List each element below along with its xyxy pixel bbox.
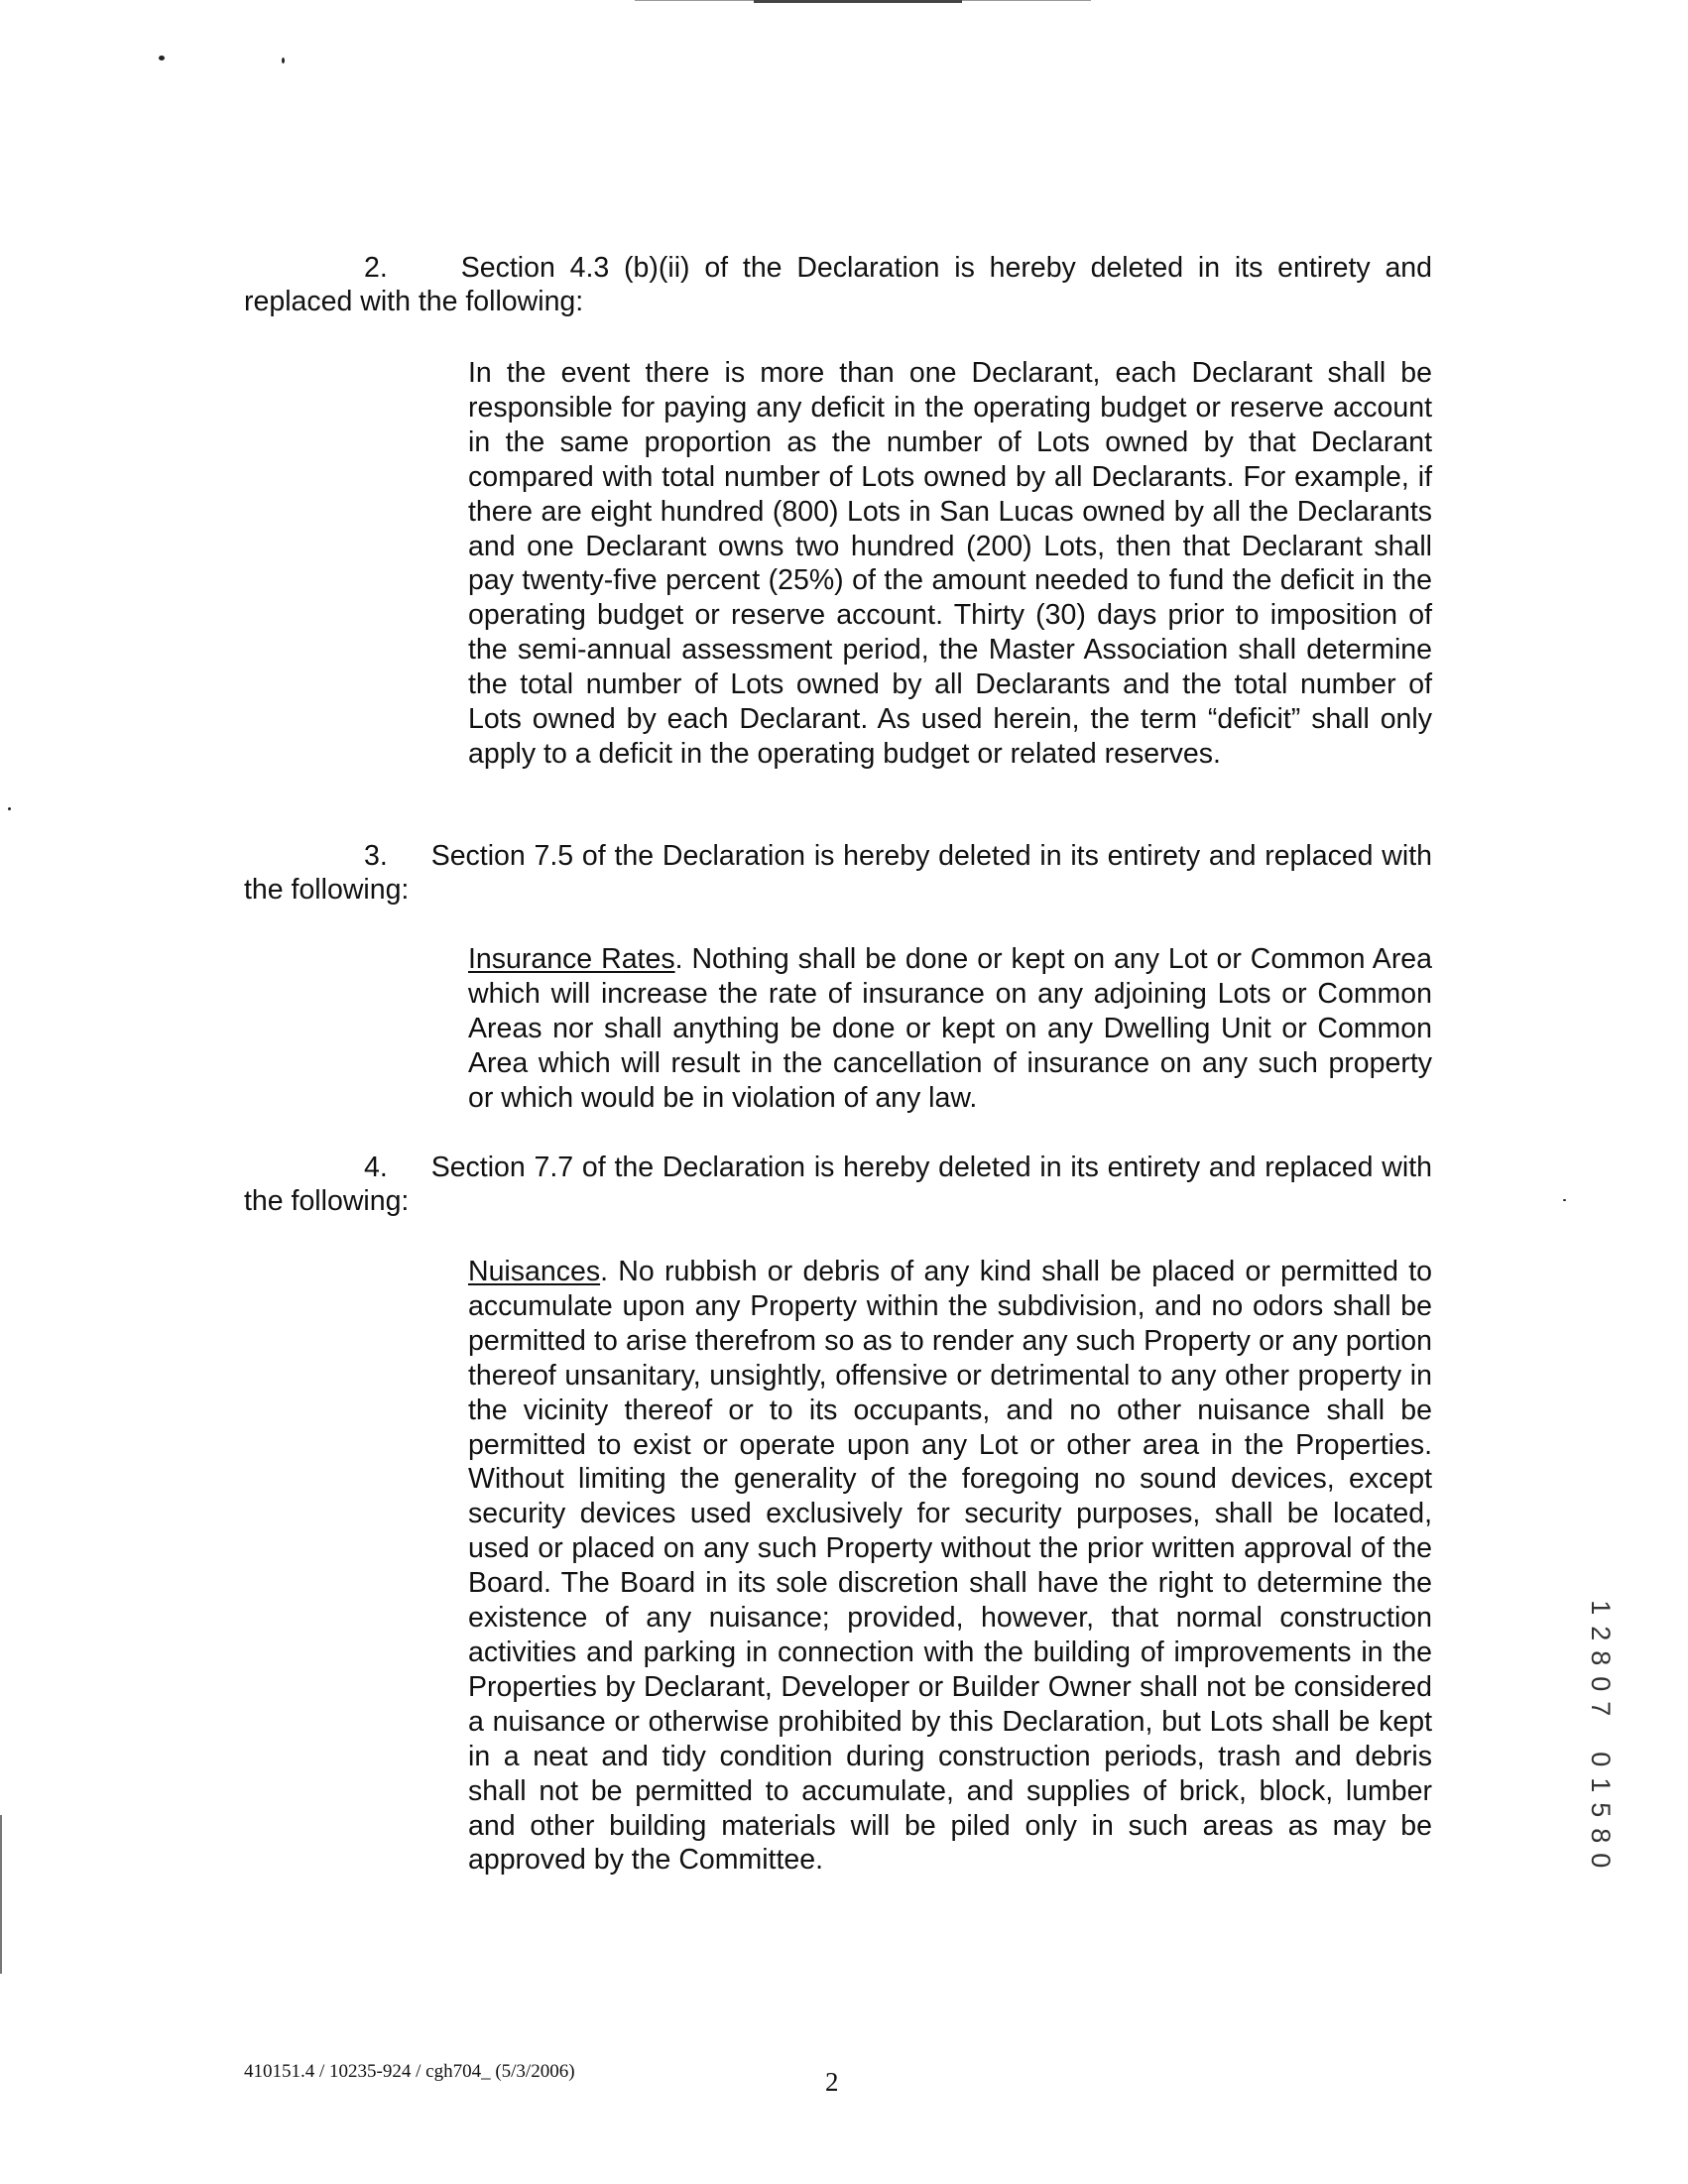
section-3-replacement — [468, 942, 1432, 1116]
section-3-heading-text: Section 7.5 of the Declaration is hereby deleted in its entirety and replaced with the following: — [244, 840, 1432, 906]
stamp-char: 8 — [1585, 1827, 1616, 1843]
stamp-char: 0 — [1585, 1675, 1616, 1691]
stamp-char: 0 — [1585, 1853, 1616, 1869]
stamp-char: 2 — [1585, 1625, 1616, 1640]
section-4-heading-text: Section 7.7 of the Declaration is hereby deleted in its entirety and replaced with the following: — [244, 1152, 1432, 1217]
section-3-replacement-title: Insurance Rates — [468, 943, 675, 975]
section-2-heading — [244, 251, 1432, 318]
section-2-number: 2. — [364, 252, 388, 284]
section-4-replacement — [468, 1255, 1432, 1878]
section-4-number: 4. — [364, 1152, 388, 1183]
section-2-heading-text: Section 4.3 (b)(ii) of the Declaration is hereby deleted in its entirety and replaced with the following: — [244, 252, 1432, 317]
page-number: 2 — [825, 2067, 839, 2097]
section-4-heading — [244, 1151, 1432, 1218]
footer-document-id: 410151.4 / 10235-924 / cgh704_ (5/3/2006) — [244, 2061, 575, 2082]
stamp-char: 0 — [1585, 1752, 1616, 1767]
section-3-number: 3. — [364, 840, 388, 872]
section-2-replacement-body: In the event there is more than one Declarant, each Declarant shall be responsible for paying any deficit in the operating budget or reserve account in the same proportion as the number of Lots owned by that Declarant compared with total number of Lots owned by all Declarants. For example, if there are eight hundred (800) Lots in San Lucas owned by all the Declarants and one Declarant owns two hundred (200) Lots, then that Declarant shall pay twenty-five percent (25%) of the amount needed to fund the deficit in the operating budget or reserve account. Thirty (30) days prior to imposition of the semi-annual assessment period, the Master Association shall determine the total number of Lots owned by all Declarants and the total number of Lots owned by each Declarant. As used herein, the term “deficit” shall only apply to a deficit in the operating budget or related reserves. — [468, 357, 1432, 770]
recording-stamp — [1585, 1595, 1615, 1874]
stamp-char: 7 — [1585, 1701, 1616, 1717]
stamp-char: 5 — [1585, 1802, 1616, 1818]
section-3-heading — [244, 839, 1432, 907]
stamp-char: 8 — [1585, 1650, 1616, 1666]
section-2-replacement — [468, 356, 1432, 772]
stamp-char: 1 — [1585, 1776, 1616, 1792]
section-3-replacement-body: . Nothing shall be done or kept on any Lot or Common Area which will increase the rate of insurance on any adjoining Lots or Common Areas nor shall anything be done or kept on any Dwelling Unit or Common Area which will result in the cancellation of insurance on any such property or which would be in violation of any law. — [468, 943, 1433, 1114]
stamp-char: 1 — [1585, 1600, 1616, 1616]
scan-speck — [159, 56, 165, 61]
scan-artifact-left-edge — [0, 1815, 2, 1974]
scan-speck — [282, 58, 285, 63]
section-4-replacement-body: . No rubbish or debris of any kind shall be placed or permitted to accumulate upon any Property within the subdivision, and no odors shall be permitted to arise therefrom so as to render any such Property or any portion thereof unsanitary, unsightly, offensive or detrimental to any other property in the vicinity thereof or to its occupants, and no other nuisance shall be permitted to exist or operate upon any Lot or other area in the Properties. Without limiting the generality of the foregoing no sound devices, except security devices used exclusively for security purposes, shall be located, used or placed on any such Property without the prior written approval of the Board. The Board in its sole discretion shall have the right to determine the existence of any nuisance; provided, however, that normal construction activities and parking in connection with the building of improvements in the Properties by Declarant, Developer or Builder Owner shall not be considered a nuisance or otherwise prohibited by this Declaration, but Lots shall be kept in a neat and tidy condition during construction periods, trash and debris shall not be permitted to accumulate, and supplies of brick, block, lumber and other building materials will be piled only in such areas as may be approved by the Committee. — [468, 1256, 1432, 1877]
scan-speck — [8, 807, 11, 810]
section-4-replacement-title: Nuisances — [468, 1256, 601, 1287]
scan-speck — [1563, 1199, 1566, 1201]
scan-artifact-top-rule — [754, 0, 962, 3]
